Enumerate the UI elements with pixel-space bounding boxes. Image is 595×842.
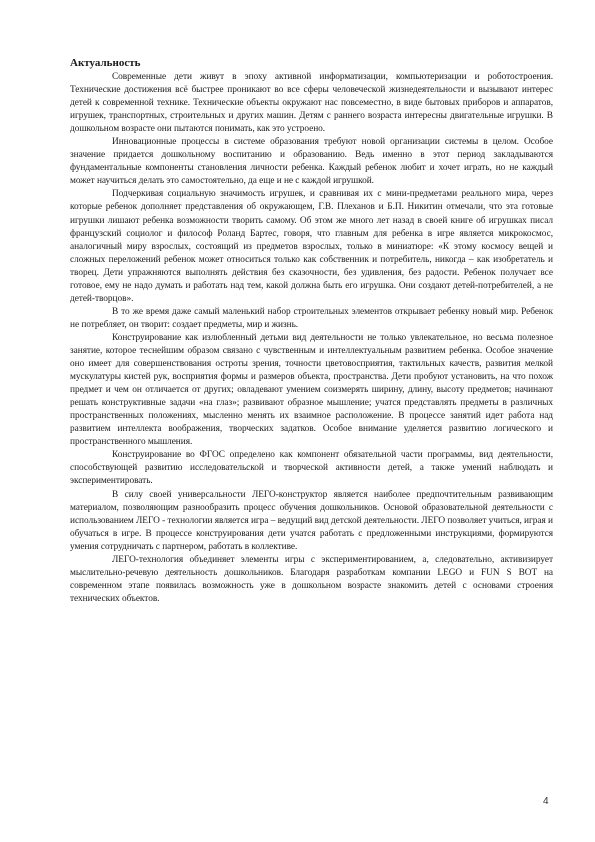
paragraph-3: Подчеркивая социальную значимость игрушек, и сравнивая их с мини-предметами реального мира, через которые ребенок дополняет представления об окружающем, Г.В. Плеханов и Б.П. Никитин отмечали, что эта готовые игрушки лишают ребенка возможности творить самому. Об этом же много лет назад в своей книге об игрушках писал французский социолог и философ Роланд Бартес, говоря, что главным для ребенка в игре является микрокосмос, аналогичный миру взрослых, состоящий из предметов взрослых, только в миниатюре: «К этому космосу вещей и сложных переложений ребенок может относиться только как собственник и потребитель, никогда – как изобретатель и творец. Дети упражняются выполнять действия без сказочности, без удивления, без радости. Ребенок получает все готовое, ему не надо думать и работать над тем, какой должна быть его игрушка. Они создают детей-потребителей, а не детей-творцов».	[70, 189, 553, 304]
document-body	[70, 56, 553, 606]
paragraph-1: Современные дети живут в эпоху активной информатизации, компьютеризации и роботостроения. Технические достижения всё быстрее проникают во все сферы человеческой жизнедеятельности и вызывают интерес детей к современной технике. Технические объекты окружают нас повсеместно, в виде бытовых приборов и аппаратов, игрушек, транспортных, строительных и других машин. Детям с раннего возраста интересны двигательные игрушки. В дошкольном возрасте они пытаются понимать, как это устроено.	[70, 72, 553, 135]
paragraph-4: В то же время даже самый маленький набор строительных элементов открывает ребенку новый мир. Ребенок не потребляет, он творит: создает предметы, мир и жизнь.	[70, 306, 553, 330]
paragraph-6: Конструирование во ФГОС определено как компонент обязательной части программы, вид деятельности, способствующей развитию исследовательской и творческой активности детей, а также умений наблюдать и экспериментировать.	[70, 450, 553, 487]
section-heading: Актуальность	[70, 57, 141, 69]
paragraph-8: ЛЕГО-технология объединяет элементы игры с экспериментированием, а, следовательно, активизирует мыслительно-речевую деятельность дошкольников. Благодаря разработкам компании LEGO и FUN S BOT на современном этапе появилась возможность уже в дошкольном возрасте знакомить детей с основами строения технических объектов.	[70, 554, 553, 604]
paragraph-2: Инновационные процессы в системе образования требуют новой организации системы в целом. Особое значение придается дошкольному воспитанию и образованию. Ведь именно в этот период закладываются фундаментальные компоненты становления личности ребенка. Каждый ребенок любит и хочет играть, но не каждый может научиться делать это самостоятельно, да еще и не с каждой игрушкой.	[70, 137, 553, 187]
paragraph-7: В силу своей универсальности ЛЕГО-конструктор является наиболее предпочтительным развивающим материалом, позволяющим разнообразить процесс обучения дошкольников. Основой образовательной деятельности с использованием ЛЕГО - технологии является игра – ведущий вид детской деятельности. ЛЕГО позволяет учиться, играя и обучаться в игре. В процессе конструирования дети учатся работать с предложенными инструкциями, формируются умения сотрудничать с партнером, работать в коллективе.	[70, 489, 553, 552]
page-number: 4	[543, 796, 549, 807]
paragraph-5: Конструирование как излюбленный детьми вид деятельности не только увлекательное, но весьма полезное занятие, которое теснейшим образом связано с чувственным и интеллектуальным развитием ребенка. Особое значение оно имеет для совершенствования остроты зрения, точности цветовосприятия, тактильных качеств, развития мелкой мускулатуры кистей рук, восприятия формы и размеров объекта, пространства. Дети пробуют установить, на что похож предмет и чем он отличается от других; овладевают умением соизмерять ширину, длину, высоту предметов; начинают решать конструктивные задачи «на глаз»; развивают образное мышление; учатся представлять предметы в различных пространственных положениях, мысленно менять их взаимное расположение. В процессе занятий идет работа над развитием интеллекта воображения, творческих задатков. Особое внимание уделяется развитию логического и пространственного мышления.	[70, 332, 553, 448]
